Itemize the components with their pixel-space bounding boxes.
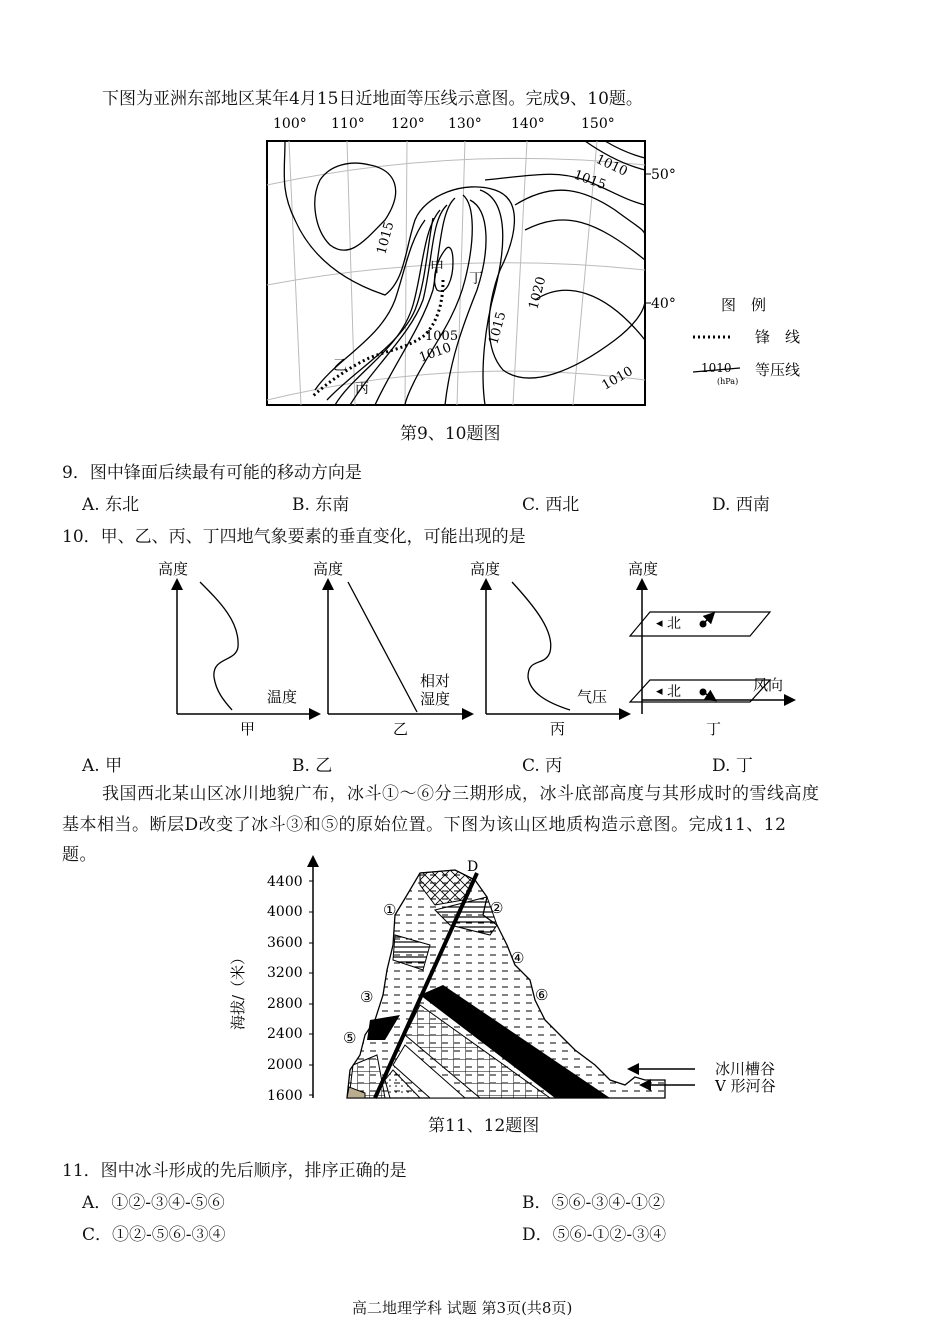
cirque-5: ⑤ <box>343 1029 357 1047</box>
north-marker-lower: ◂ <box>656 684 663 699</box>
graph1-name: 甲 <box>240 720 256 738</box>
q11-option-a[interactable]: A．①②-③④-⑤⑥ <box>82 1193 225 1213</box>
y-tick: 4000 <box>267 904 303 920</box>
isobar-label: 1005 <box>425 329 459 344</box>
cirque-3: ③ <box>360 988 374 1006</box>
y-tick: 1600 <box>267 1088 303 1104</box>
q11-option-b[interactable]: B．⑤⑥-③④-①② <box>522 1193 665 1213</box>
label-valley: V 形河谷 <box>715 1077 776 1095</box>
q9-stem: 9．图中锋面后续最有可能的移动方向是 <box>62 463 362 483</box>
y-tick: 2400 <box>267 1026 303 1042</box>
lon-label: 100° <box>273 116 307 132</box>
graph1-ylabel: 高度 <box>158 560 189 578</box>
graph3-name: 丙 <box>550 720 566 738</box>
lon-label: 120° <box>391 116 425 132</box>
place-label: 丁 <box>469 271 483 287</box>
graph2-xlabel-2: 湿度 <box>420 690 451 708</box>
lat-label: 40° <box>651 296 676 312</box>
graph3-xlabel: 气压 <box>577 688 608 706</box>
q11-option-c[interactable]: C．①②-⑤⑥-③④ <box>82 1225 226 1245</box>
graph2-ylabel: 高度 <box>313 560 344 578</box>
intro-11-12-line1: 我国西北某山区冰川地貌广布，冰斗①～⑥分三期形成，冰斗底部高度与其形成时的雪线高度 <box>102 784 820 804</box>
legend-isobar-value: 1010 <box>701 361 732 375</box>
fault-label: D <box>467 859 479 875</box>
q10-option-d[interactable]: D. 丁 <box>712 756 753 776</box>
cirque-2: ② <box>490 899 504 917</box>
page-footer: 高二地理学科 试题 第3页(共8页) <box>352 1299 573 1317</box>
lon-label: 130° <box>448 116 482 132</box>
graph2-name: 乙 <box>393 720 409 738</box>
isobar-label: 1010 <box>599 363 636 394</box>
isobar-label: 1010 <box>593 152 630 180</box>
q10-option-c[interactable]: C. 丙 <box>522 756 563 776</box>
intro-11-12-line3: 题。 <box>62 845 97 865</box>
q10-option-a[interactable]: A. 甲 <box>82 756 123 776</box>
q11-option-d[interactable]: D．⑤⑥-①②-③④ <box>522 1225 667 1245</box>
geology-diagram <box>225 855 805 1105</box>
cirque-4: ④ <box>511 949 525 967</box>
place-label: 丙 <box>355 381 369 397</box>
cirque-1: ① <box>383 901 397 919</box>
isobar-label: 1015 <box>486 310 510 347</box>
graph3-ylabel: 高度 <box>470 560 501 578</box>
q11-stem: 11．图中冰斗形成的先后顺序，排序正确的是 <box>62 1161 407 1181</box>
intro-11-12-line2: 基本相当。断层D改变了冰斗③和⑤的原始位置。下图为该山区地质构造示意图。完成11、12 <box>62 815 787 835</box>
caption-9-10: 第9、10题图 <box>400 424 501 444</box>
graph4-name: 丁 <box>706 720 722 738</box>
q9-option-d[interactable]: D. 西南 <box>712 495 770 515</box>
y-tick: 3200 <box>267 965 303 981</box>
isobar-label: 1010 <box>417 340 454 366</box>
legend-title: 图 例 <box>721 296 767 314</box>
y-tick: 3600 <box>267 935 303 951</box>
legend-isobar-label: 等压线 <box>755 361 801 379</box>
isobar-label: 1015 <box>571 167 608 194</box>
q9-option-c[interactable]: C. 西北 <box>522 495 580 515</box>
isobar-map <box>255 110 825 410</box>
isobar-label: 1015 <box>374 220 398 257</box>
graph4-xlabel: 风向 <box>753 676 784 694</box>
isobar-label: 1020 <box>526 275 550 312</box>
y-tick: 2800 <box>267 996 303 1012</box>
north-label-upper: 北 <box>667 616 681 632</box>
graph1-xlabel: 温度 <box>267 688 298 706</box>
graph2-xlabel-1: 相对 <box>420 672 451 690</box>
q9-option-b[interactable]: B. 东南 <box>292 495 350 515</box>
label-trough: 冰川槽谷 <box>715 1060 776 1078</box>
intro-9-10: 下图为亚洲东部地区某年4月15日近地面等压线示意图。完成9、10题。 <box>102 89 643 109</box>
cirque-6: ⑥ <box>535 986 549 1004</box>
caption-11-12: 第11、12题图 <box>428 1116 540 1136</box>
q10-option-b[interactable]: B. 乙 <box>292 756 333 776</box>
lat-label: 50° <box>651 167 676 183</box>
q10-stem: 10．甲、乙、丙、丁四地气象要素的垂直变化，可能出现的是 <box>62 527 526 547</box>
graph4-ylabel: 高度 <box>628 560 659 578</box>
y-axis-label: 海拔/（米） <box>229 949 247 1030</box>
y-tick: 2000 <box>267 1057 303 1073</box>
place-label: 甲 <box>430 260 444 276</box>
place-label: 乙 <box>333 358 347 374</box>
lon-label: 140° <box>511 116 545 132</box>
lon-label: 110° <box>331 116 365 132</box>
legend-isobar-unit: (hPa) <box>717 377 739 386</box>
north-marker-upper: ◂ <box>656 616 663 631</box>
q9-option-a[interactable]: A. 东北 <box>82 495 140 515</box>
lon-label: 150° <box>581 116 615 132</box>
north-label-lower: 北 <box>667 684 681 700</box>
y-tick: 4400 <box>267 874 303 890</box>
vertical-profile-graphs <box>150 552 800 747</box>
legend-front-label: 锋 线 <box>755 328 801 346</box>
